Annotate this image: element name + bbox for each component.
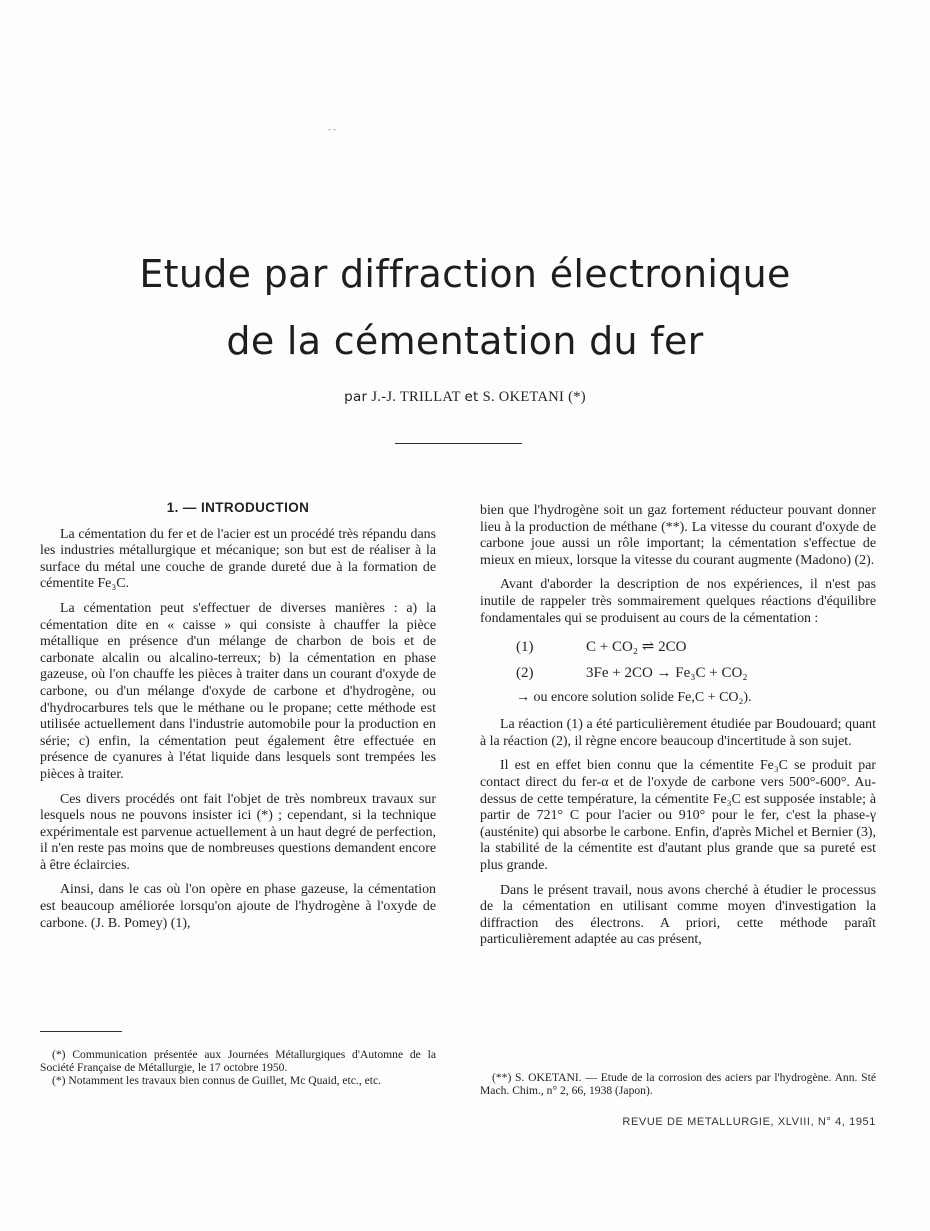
article-title-line-1: Etude par diffraction électronique	[139, 252, 791, 296]
byline-par: par	[344, 389, 368, 405]
author-2: S. OKETANI (*)	[482, 389, 586, 405]
article-title-line-2: de la cémentation du fer	[226, 319, 704, 363]
footnotes-left	[40, 1048, 436, 1087]
equation-number: (2)	[516, 665, 534, 682]
journal-reference: REVUE DE METALLURGIE, XLVIII, N° 4, 1951	[622, 1116, 876, 1128]
footnote: (*) Notamment les travaux bien connus de Guillet, Mc Quaid, etc., etc.	[52, 1074, 382, 1087]
equation-2-continuation: → ou encore solution solide Fe,C + CO₂).	[516, 690, 752, 706]
paragraph: bien que l'hydrogène soit un gaz fortement réducteur pouvant donner lieu à la production de méthane (**). La vitesse du courant d'oxyde de carbone joue aussi un rôle important; la cémentation s'effectue de mieux en mieux, lorsque la vitesse du courant augmente (Madono) (2).	[480, 503, 876, 568]
paragraph: Dans le présent travail, nous avons cherché à étudier le processus de la cémentation en utilisant comme moyen d'investigation la diffraction des électrons. A priori, cette méthode paraît particulièrement adaptée au cas présent,	[480, 882, 876, 948]
author-1: J.-J. TRILLAT	[371, 389, 461, 405]
paragraph: La cémentation peut s'effectuer de diverses manières : a) la cémentation dite en « caisse » qui consiste à chauffer la pièce métallique en présence d'un mélange de charbon de bois et de carbonate alcalin ou alcalino-terreux; b) la cémentation en phase gazeuse, où l'on chauffe les pièces à traiter dans un courant d'oxyde de carbone, ou d'un mélange d'oxyde de carbone et d'hydrogène, ou d'hydrocarbures tels que le méthane ou le propane; cette méthode est utilisée actuellement dans l'industrie automobile pour la production en série; c) enfin, la cémentation peut également être effectuée en présence de cyanures à l'état liquide dans lesquels sont trempées les pièces à traiter.	[40, 600, 436, 782]
byline-conjunction: et	[464, 389, 479, 405]
paragraph: Il est en effet bien connu que la cémentite Fe₃C se produit par contact direct du fer-α et de l'oxyde de carbone vers 500°-600°. Au-dessus de cette température, la cémentite Fe₃C est supposée instable; à partir de 721° C pour l'acier ou 910° pour le fer, c'est la phase-γ (austénite) qui absorbe le carbone. Enfin, d'après Michel et Bernier (3), la stabilité de la cémentite est d'autant plus grande que sa pureté est plus grande.	[480, 758, 876, 873]
paragraph: Ces divers procédés ont fait l'objet de très nombreux travaux sur lesquels nous ne pouvons insister ici (*) ; cependant, si la technique expérimentale est parvenue actuellement à un haut degré de perfection, il n'en reste pas moins que de nombreuses questions demandent encore à être éclaircies.	[40, 791, 436, 873]
title-divider	[395, 443, 522, 444]
footnote-right	[480, 1071, 876, 1097]
equation-2	[480, 661, 876, 685]
footnote: (*) Communication présentée aux Journées Métallurgiques d'Automne de la Société Française de Métallurgie, le 17 octobre 1950.	[40, 1048, 436, 1074]
footnote: (**) S. OKETANI. — Etude de la corrosion des aciers par l'hydrogène. Ann. Sté Mach. Chim., n° 2, 66, 1938 (Japon).	[480, 1071, 876, 1097]
equation-expression: 3Fe + 2CO → Fe₃C + CO₂	[586, 665, 748, 682]
equation-number: (1)	[516, 639, 534, 656]
paragraph: Ainsi, dans le cas où l'on opère en phase gazeuse, la cémentation est beaucoup améliorée lorsqu'on ajoute de l'hydrogène à l'oxyde de carbone. (J. B. Pomey) (1),	[40, 882, 436, 931]
paragraph: Avant d'aborder la description de nos expériences, il n'est pas inutile de rappeler très sommairement quelques réactions d'équilibre fondamentales qui se produisent au cours de la cémentation :	[480, 577, 876, 626]
byline	[0, 389, 930, 406]
section-heading: 1. — INTRODUCTION	[166, 500, 310, 515]
equation-expression: C + CO₂ ⇌ 2CO	[586, 639, 687, 656]
right-column	[480, 503, 876, 957]
paragraph: La réaction (1) a été particulièrement étudiée par Boudouard; quant à la réaction (2), il règne encore beaucoup d'incertitude à son sujet.	[480, 717, 876, 749]
left-column	[40, 500, 436, 940]
header-mark: - -	[328, 124, 337, 134]
paragraph: La cémentation du fer et de l'acier est un procédé très répandu dans les industries métallurgique et mécanique; son but est de réaliser à la surface du métal une couche de grande dureté due à la formation de cémentite Fe₃C.	[40, 526, 436, 592]
footnote-rule	[40, 1031, 122, 1032]
equation-1	[480, 635, 876, 659]
